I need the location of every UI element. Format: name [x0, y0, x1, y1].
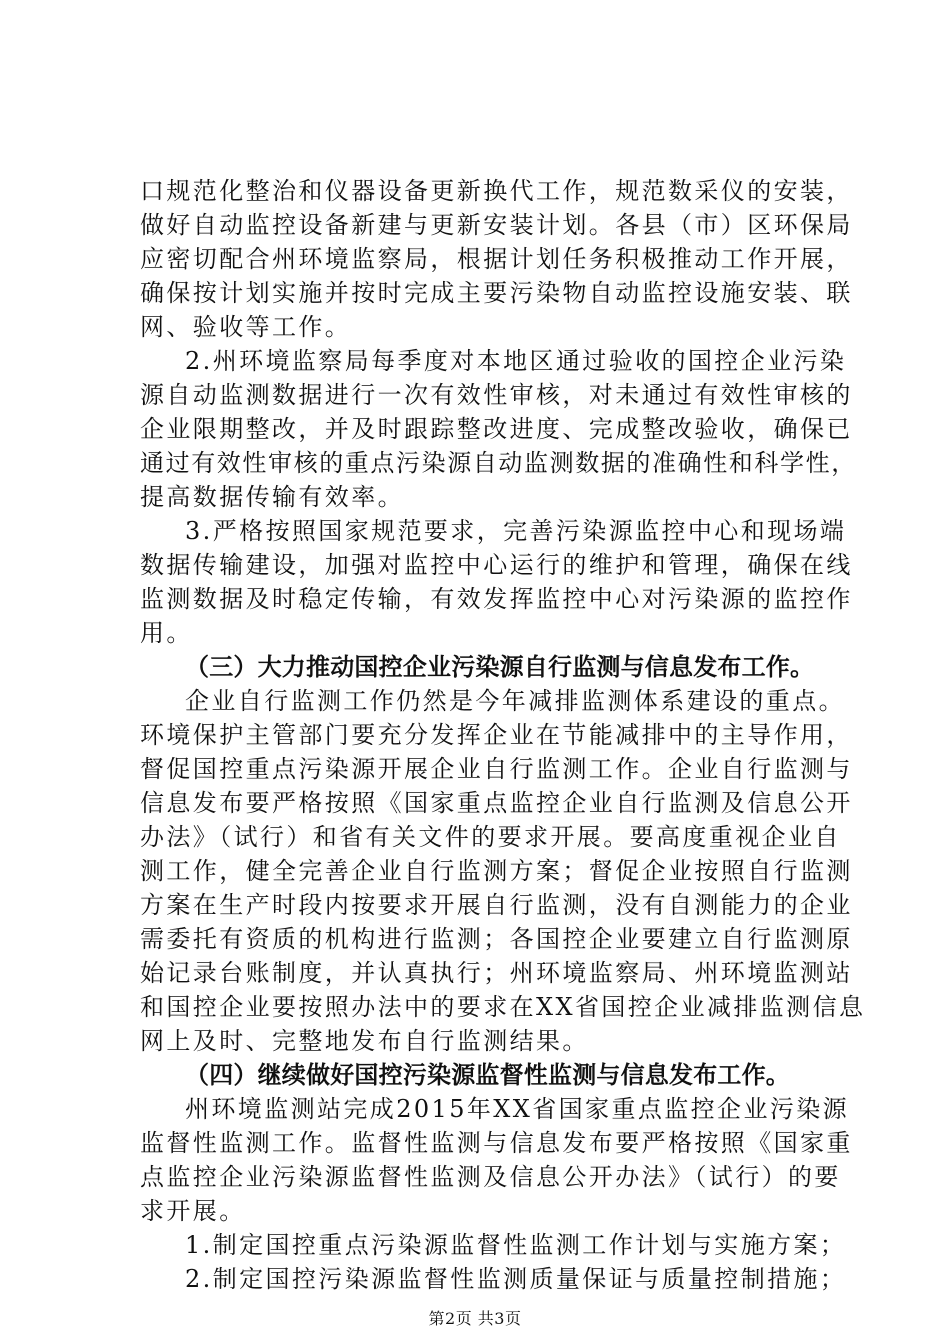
paragraph-line: 应密切配合州环境监察局，根据计划任务积极推动工作开展，: [140, 245, 853, 273]
paragraph-line: 2.制定国控污染源监督性监测质量保证与质量控制措施；: [185, 1265, 847, 1293]
paragraph-line: 用。: [140, 619, 193, 647]
paragraph-line: 需委托有资质的机构进行监测；各国控企业要建立自行监测原: [140, 925, 853, 953]
paragraph-line: 办法》（试行）和省有关文件的要求开展。要高度重视企业自: [140, 823, 841, 851]
paragraph-line: 网上及时、完整地发布自行监测结果。: [140, 1027, 589, 1055]
paragraph-line: 监测数据及时稳定传输，有效发挥监控中心对污染源的监控作: [140, 585, 853, 613]
paragraph-line: 方案在生产时段内按要求开展自行监测，没有自测能力的企业: [140, 891, 853, 919]
paragraph-line: 州环境监测站完成2015年XX省国家重点监控企业污染源: [185, 1095, 850, 1123]
paragraph-line: 和国控企业要按照办法中的要求在XX省国控企业减排监测信息: [140, 993, 866, 1021]
paragraph-line: 网、验收等工作。: [140, 313, 352, 341]
section-heading: （四）继续做好国控污染源监督性监测与信息发布工作。: [185, 1061, 790, 1089]
paragraph-line: 监督性监测工作。监督性监测与信息发布要严格按照《国家重: [140, 1129, 853, 1157]
paragraph-line: 环境保护主管部门要充分发挥企业在节能减排中的主导作用，: [140, 721, 853, 749]
paragraph-line: 督促国控重点污染源开展企业自行监测工作。企业自行监测与: [140, 755, 853, 783]
paragraph-line: 1.制定国控重点污染源监督性监测工作计划与实施方案；: [185, 1231, 847, 1259]
paragraph-line: 信息发布要严格按照《国家重点监控企业自行监测及信息公开: [140, 789, 853, 817]
paragraph-line: 确保按计划实施并按时完成主要污染物自动监控设施安装、联: [140, 279, 853, 307]
paragraph-line: 数据传输建设，加强对监控中心运行的维护和管理，确保在线: [140, 551, 853, 579]
paragraph-line: 通过有效性审核的重点污染源自动监测数据的准确性和科学性，: [140, 449, 857, 477]
paragraph-line: 测工作，健全完善企业自行监测方案；督促企业按照自行监测: [140, 857, 853, 885]
paragraph-line: 点监控企业污染源监督性监测及信息公开办法》（试行）的要: [140, 1163, 841, 1191]
paragraph-line: 2.州环境监察局每季度对本地区通过验收的国控企业污染: [185, 347, 847, 375]
page-footer: 第2页 共3页: [428, 1309, 522, 1328]
paragraph-line: 3.严格按照国家规范要求，完善污染源监控中心和现场端: [185, 517, 847, 545]
paragraph-line: 求开展。: [140, 1197, 246, 1225]
section-heading: （三）大力推动国控企业污染源自行监测与信息发布工作。: [185, 653, 815, 681]
paragraph-line: 企业自行监测工作仍然是今年减排监测体系建设的重点。: [185, 687, 845, 715]
paragraph-line: 始记录台账制度，并认真执行；州环境监察局、州环境监测站: [140, 959, 853, 987]
paragraph-line: 口规范化整治和仪器设备更新换代工作，规范数采仪的安装，: [140, 177, 853, 205]
paragraph-line: 提高数据传输有效率。: [140, 483, 404, 511]
paragraph-line: 源自动监测数据进行一次有效性审核，对未通过有效性审核的: [140, 381, 853, 409]
paragraph-line: 做好自动监控设备新建与更新安装计划。各县（市）区环保局: [140, 211, 853, 239]
paragraph-line: 企业限期整改，并及时跟踪整改进度、完成整改验收，确保已: [140, 415, 853, 443]
